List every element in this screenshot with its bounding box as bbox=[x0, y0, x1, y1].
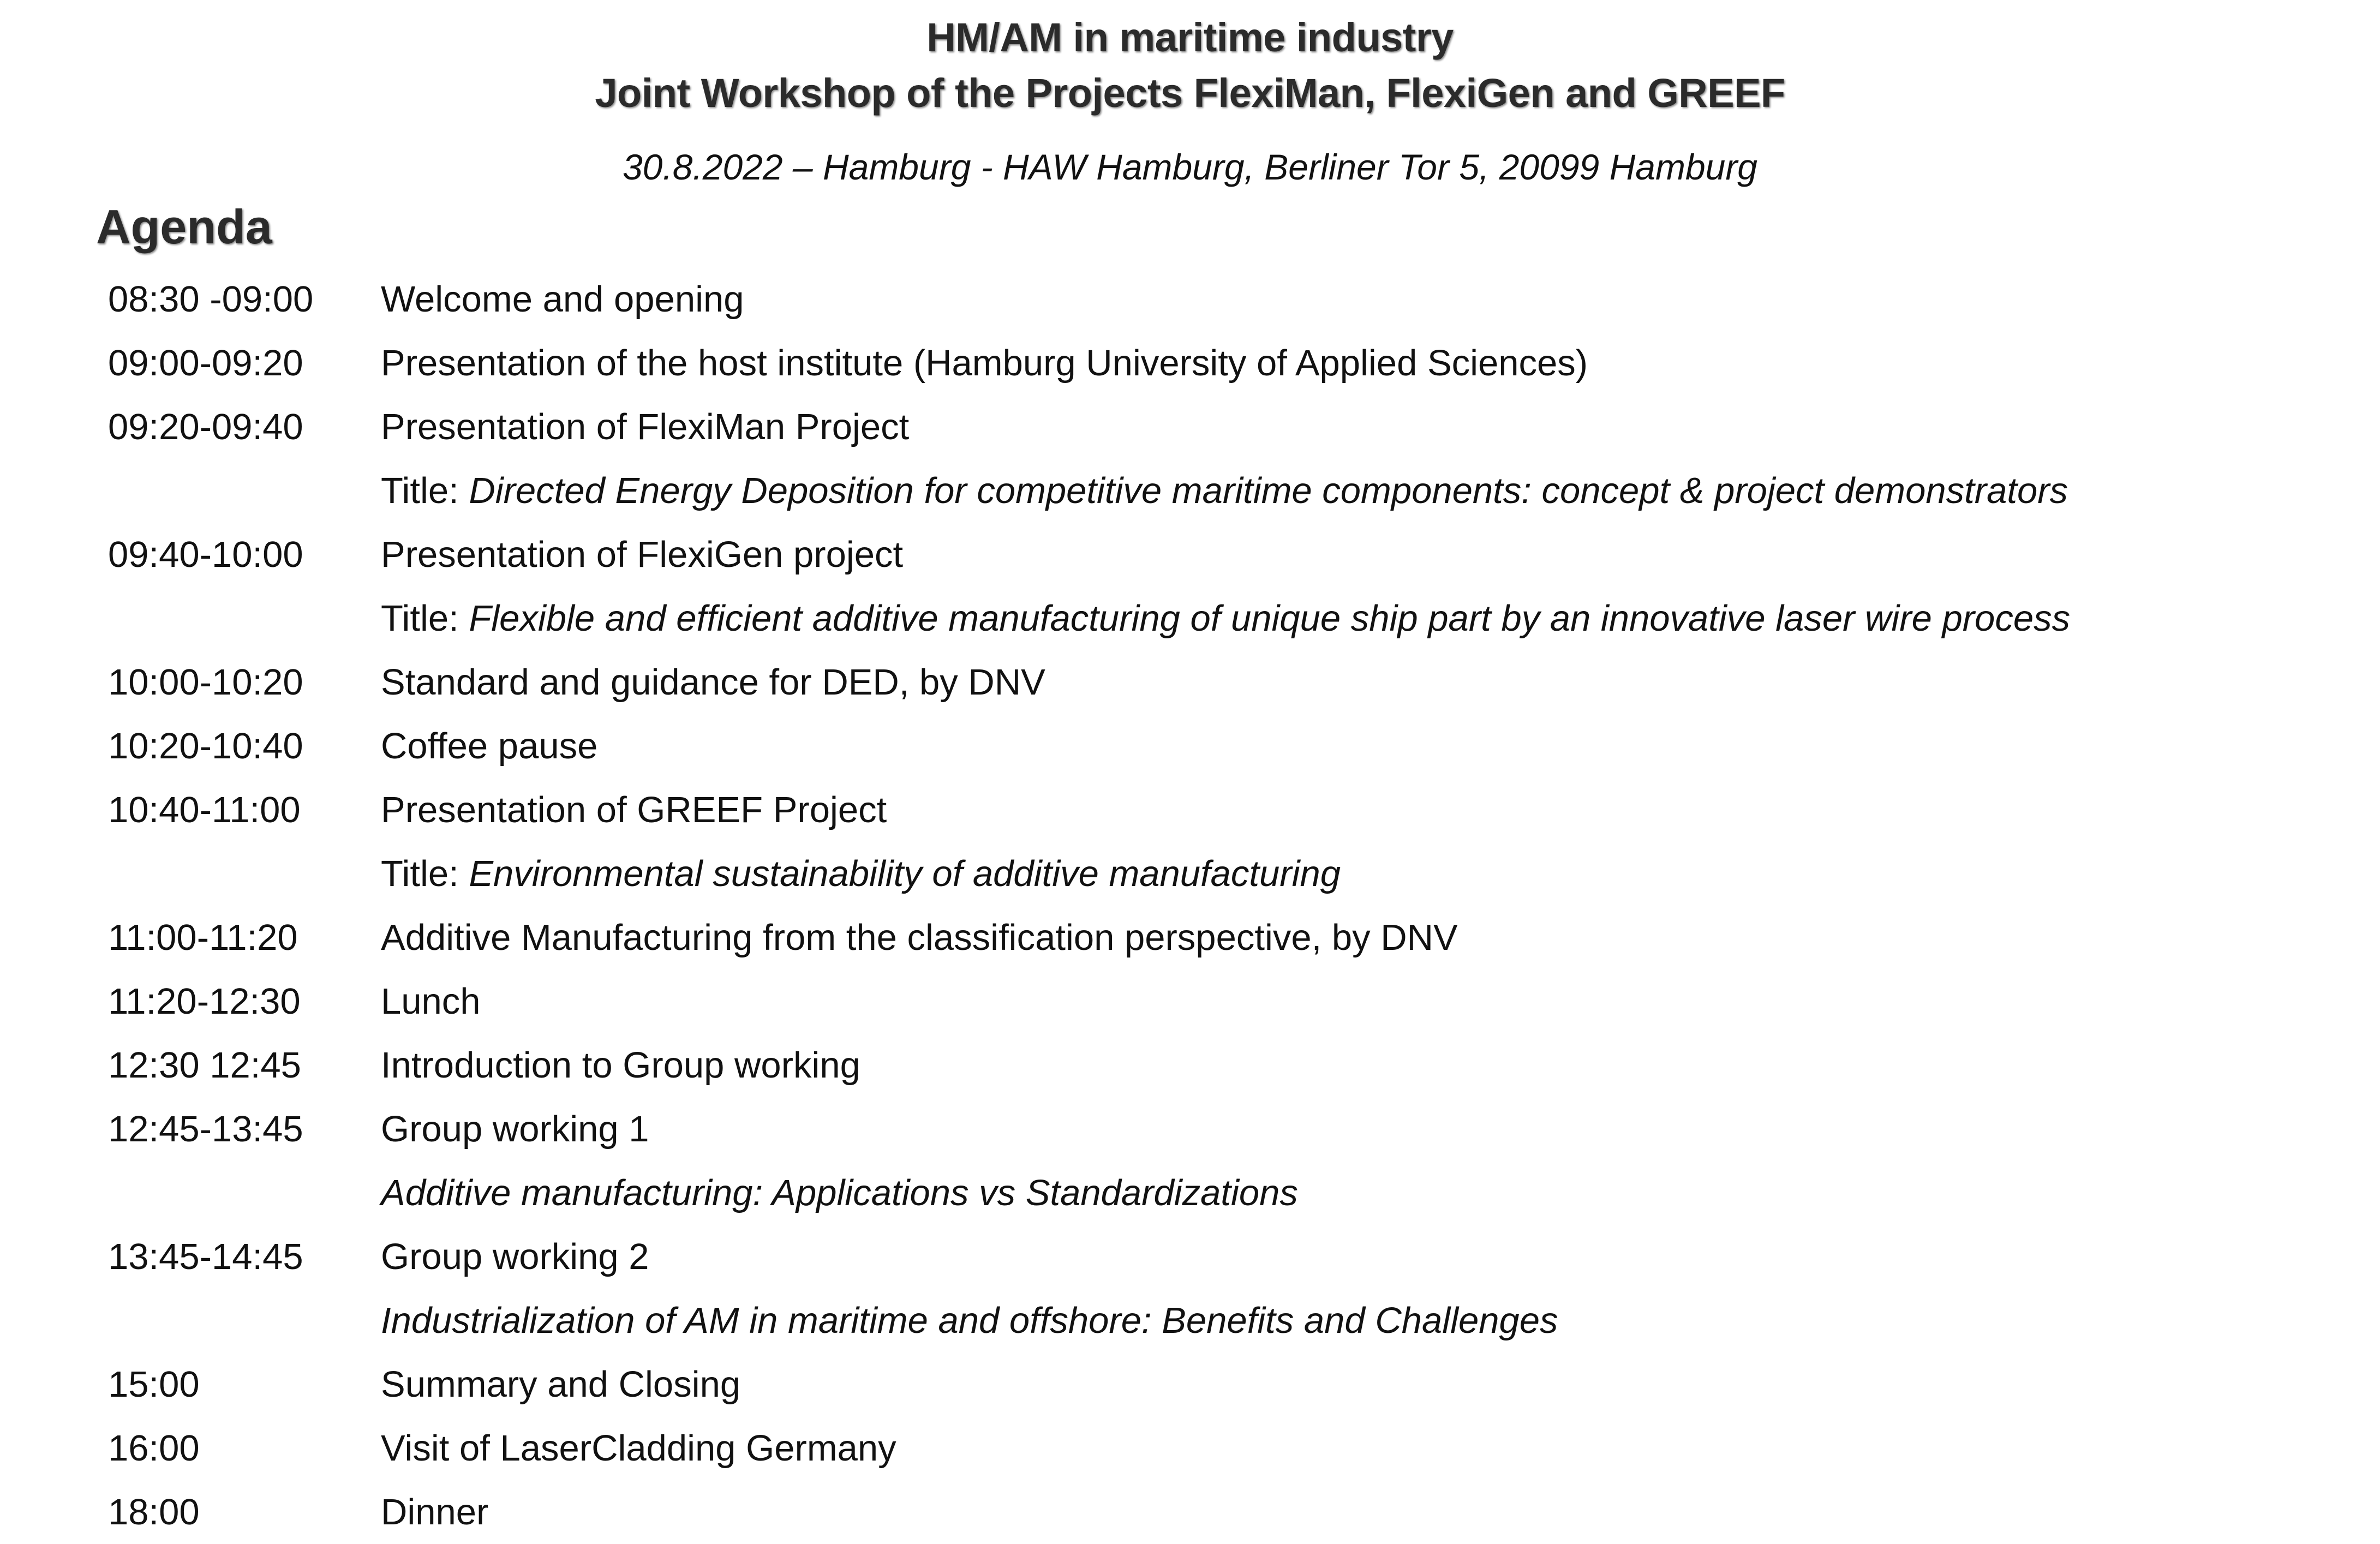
agenda-time: 10:20-10:40 bbox=[108, 726, 303, 767]
agenda-time: 10:00-10:20 bbox=[108, 662, 303, 703]
agenda-time: 09:00-09:20 bbox=[108, 343, 303, 384]
agenda-item bbox=[381, 1097, 2280, 1161]
agenda-item bbox=[381, 1033, 2280, 1097]
agenda-item-text: Additive manufacturing: Applications vs Standardizations bbox=[381, 1172, 1298, 1213]
agenda-item-text: Standard and guidance for DED, by DNV bbox=[381, 662, 1045, 703]
agenda-row bbox=[108, 1289, 2280, 1353]
agenda-row bbox=[108, 523, 2280, 587]
agenda-item-text: Summary and Closing bbox=[381, 1364, 741, 1405]
agenda-item-text: Presentation of FlexiGen project bbox=[381, 534, 904, 575]
agenda-item-text: Directed Energy Deposition for competitive maritime components: concept & project demonstrators bbox=[469, 470, 2068, 511]
agenda-row bbox=[108, 1097, 2280, 1161]
agenda-item bbox=[381, 395, 2280, 459]
agenda-row bbox=[108, 1161, 2280, 1225]
agenda-time: 15:00 bbox=[108, 1364, 200, 1405]
agenda-row bbox=[108, 1416, 2280, 1480]
agenda-row bbox=[108, 714, 2280, 778]
agenda-item-text: Presentation of the host institute (Hamburg University of Applied Sciences) bbox=[381, 343, 1588, 384]
agenda-item bbox=[381, 267, 2280, 331]
agenda-item bbox=[381, 778, 2280, 842]
agenda-item-text: Environmental sustainability of additive manufacturing bbox=[469, 853, 1341, 894]
agenda-item bbox=[381, 906, 2280, 970]
agenda-item-text: Visit of LaserCladding Germany bbox=[381, 1428, 896, 1469]
agenda-time: 09:20-09:40 bbox=[108, 406, 303, 447]
agenda-time: 11:20-12:30 bbox=[108, 981, 301, 1022]
agenda-item-text: Industrialization of AM in maritime and offshore: Benefits and Challenges bbox=[381, 1300, 1558, 1341]
agenda-row bbox=[108, 906, 2280, 970]
agenda-item-text: Group working 2 bbox=[381, 1236, 649, 1277]
agenda-row bbox=[108, 459, 2280, 523]
agenda-item-prefix: Title: bbox=[381, 470, 469, 511]
agenda-item bbox=[381, 1353, 2280, 1416]
agenda-row bbox=[108, 1225, 2280, 1289]
agenda-time: 10:40-11:00 bbox=[108, 789, 301, 830]
agenda-time: 13:45-14:45 bbox=[108, 1236, 303, 1277]
agenda-row bbox=[108, 650, 2280, 714]
agenda-item-text: Flexible and efficient additive manufacturing of unique ship part by an innovative laser wire process bbox=[469, 598, 2071, 639]
agenda-row bbox=[108, 842, 2280, 906]
document-title-line-1: HM/AM in maritime industry bbox=[926, 15, 1454, 60]
agenda-time: 16:00 bbox=[108, 1428, 200, 1469]
agenda-item-prefix: Title: bbox=[381, 853, 469, 894]
event-date-location: 30.8.2022 – Hamburg - HAW Hamburg, Berliner Tor 5, 20099 Hamburg bbox=[622, 147, 1758, 187]
agenda-row bbox=[108, 970, 2280, 1033]
agenda-list bbox=[108, 267, 2280, 1544]
agenda-time: 12:30 12:45 bbox=[108, 1045, 301, 1086]
agenda-row bbox=[108, 778, 2280, 842]
agenda-item-text: Lunch bbox=[381, 981, 481, 1022]
agenda-item-text: Presentation of GREEF Project bbox=[381, 789, 887, 830]
agenda-item bbox=[381, 842, 2280, 906]
agenda-item-text: Welcome and opening bbox=[381, 279, 744, 320]
agenda-item bbox=[381, 1416, 2280, 1480]
agenda-item-text: Presentation of FlexiMan Project bbox=[381, 406, 910, 447]
agenda-item bbox=[381, 523, 2280, 587]
agenda-time: 11:00-11:20 bbox=[108, 917, 298, 958]
agenda-item bbox=[381, 650, 2280, 714]
agenda-item-text: Dinner bbox=[381, 1492, 489, 1533]
agenda-time: 08:30 -09:00 bbox=[108, 279, 314, 320]
agenda-item bbox=[381, 714, 2280, 778]
agenda-item bbox=[381, 587, 2280, 650]
agenda-heading: Agenda bbox=[96, 200, 272, 254]
document-title-line-2: Joint Workshop of the Projects FlexiMan, FlexiGen and GREEF bbox=[595, 70, 1785, 116]
agenda-item bbox=[381, 459, 2280, 523]
agenda-item bbox=[381, 1289, 2280, 1353]
agenda-item bbox=[381, 1161, 2280, 1225]
agenda-item bbox=[381, 970, 2280, 1033]
agenda-row bbox=[108, 267, 2280, 331]
agenda-item-text: Introduction to Group working bbox=[381, 1045, 860, 1086]
agenda-item bbox=[381, 1480, 2280, 1544]
agenda-row bbox=[108, 1353, 2280, 1416]
agenda-item bbox=[381, 331, 2280, 395]
agenda-row bbox=[108, 587, 2280, 650]
agenda-item bbox=[381, 1225, 2280, 1289]
agenda-row bbox=[108, 1033, 2280, 1097]
agenda-item-text: Group working 1 bbox=[381, 1109, 649, 1150]
agenda-item-text: Additive Manufacturing from the classification perspective, by DNV bbox=[381, 917, 1458, 958]
agenda-time: 09:40-10:00 bbox=[108, 534, 303, 575]
agenda-row bbox=[108, 1480, 2280, 1544]
agenda-time: 12:45-13:45 bbox=[108, 1109, 303, 1150]
agenda-row bbox=[108, 395, 2280, 459]
agenda-item-text: Coffee pause bbox=[381, 726, 598, 767]
agenda-row bbox=[108, 331, 2280, 395]
agenda-time: 18:00 bbox=[108, 1492, 200, 1533]
agenda-item-prefix: Title: bbox=[381, 598, 469, 639]
document-header bbox=[0, 10, 2380, 192]
